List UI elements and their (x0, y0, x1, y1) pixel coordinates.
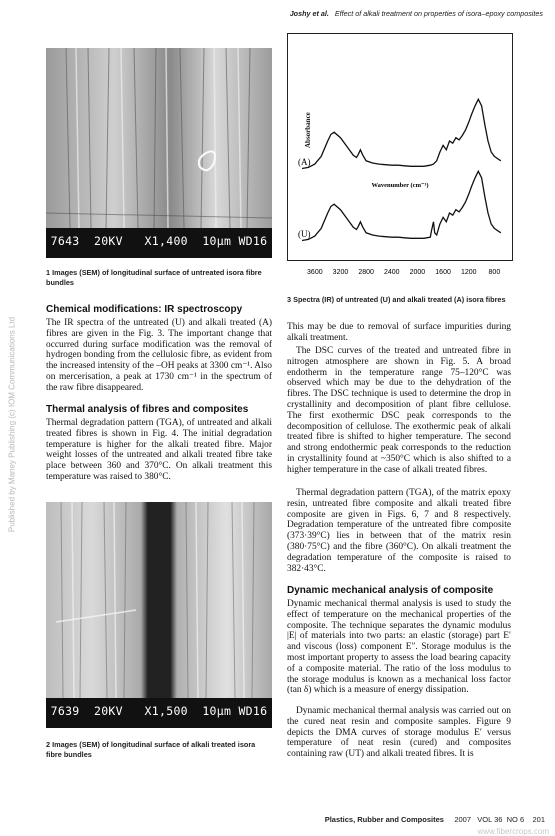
x-tick-label: 3600 (307, 269, 323, 276)
footer-journal: Plastics, Rubber and Composites (324, 815, 444, 824)
paragraph-dma-results: Dynamic mechanical thermal analysis was carried out on the cured neat resin and composite samples. Figure 9 depicts the DMA curves of storage modulus E′ versus temperature of neat resin (cured) and composites containing raw (UT) and alkali treated fibres. It is (287, 706, 511, 760)
paragraph-tga-fibres: Thermal degradation pattern (TGA), of untreated and alkali treated fibres is shown in Fig. 4. The initial degradation temperature is higher for the alkali treated fibre. Major weight losses of the untreated and alkali treated fibre take place between 360 and 370°C. On alkali treatment this temperature was raised to 380°C. (46, 418, 272, 482)
heading-ir-spectroscopy: Chemical modifications: IR spectroscopy (46, 304, 243, 315)
paragraph-impurities: This may be due to removal of surface impurities during alkali treatment. (287, 322, 511, 343)
series-label-0: (A) (298, 157, 311, 168)
heading-thermal-analysis: Thermal analysis of fibres and composites (46, 404, 249, 415)
footer-year: 2007 (454, 815, 472, 824)
paragraph-dma-intro: Dynamic mechanical thermal analysis is used to study the effect of temperature on the mechanical properties of the composite. The technique separates the dynamic modulus |E| of materials into two parts: an elastic (storage) part E′ and viscous (loss) component E″. Storage modulus is the most important property to assess the load bearing capacity of a composite material. The ratio of the loss modulus to the storage modulus is known as a mechanical loss factor (tan δ) which is a measure of energy dissipation. (287, 599, 511, 696)
footer-watermark: www.fibercrops.com (477, 827, 549, 836)
paragraph-tga-composites: Thermal degradation pattern (TGA), of the matrix epoxy resin, untreated fibre composite and alkali treated fibre composite are given in Figs. 6, 7 and 8 respectively. Degradation temperature of the untreated fibre composite (373·39°C) lies in between that of the matrix resin (380·75°C) and the fibre (360°C). On alkali treatment the degradation temperature of the composite is raised to 382·43°C. (287, 488, 511, 574)
sem-label-2: 7639 20KV X1,500 10μm WD16 (50, 704, 268, 718)
sem-fibre-texture-2 (46, 502, 272, 698)
chart-y-label: Absorbance (304, 112, 312, 148)
sem-scale-bar-2 (46, 698, 272, 728)
figure2-caption: 2 Images (SEM) of longitudinal surface of alkali treated isora fibre bundles (46, 740, 256, 759)
figure1-caption: 1 Images (SEM) of longitudinal surface of untreated isora fibre bundles (46, 268, 262, 287)
figure3-caption: 3 Spectra (IR) of untreated (U) and alkali treated (A) isora fibres (287, 295, 506, 304)
running-header (290, 9, 543, 18)
x-tick-label: 2000 (409, 269, 426, 276)
heading-dma: Dynamic mechanical analysis of composite (287, 585, 494, 596)
footer-issue: NO 6 (506, 815, 525, 824)
x-tick-label: 1200 (460, 269, 477, 276)
x-tick-label: 1600 (435, 269, 451, 276)
series-line-0 (302, 99, 501, 168)
header-authors: Joshy et al. (289, 9, 329, 18)
sem-fibre-texture (46, 48, 272, 228)
sem-image-untreated (46, 48, 272, 258)
page-footer (325, 815, 545, 824)
header-title: Effect of alkali treatment on properties of isora–epoxy composites (334, 9, 543, 18)
chart-x-label: Wavenumber (cm⁻¹) (371, 182, 429, 189)
footer-volume: VOL 36 (477, 815, 503, 824)
ir-spectrum-svg (288, 34, 512, 276)
paragraph-ir: The IR spectra of the untreated (U) and alkali treated (A) fibres are given in the Fig. 3. The important change that occurred during surface modification was the removal of hydrogen bonding from the cellulosic fibre, as evident from the increased intensity of the –OH peaks at 3300 cm⁻¹. Also on mercerisation, a peak at 1730 cm⁻¹ in the spectrum of the raw fibre disappeared. (46, 318, 272, 393)
series-label-1: (U) (298, 229, 311, 240)
x-tick-label: 800 (488, 269, 501, 276)
sem-scale-bar (46, 228, 272, 258)
publisher-watermark: Published by Maney Publishing (c) IOM Communications Ltd (7, 316, 17, 533)
ir-spectrum-chart (287, 33, 513, 276)
sem-image-alkali-treated (46, 502, 272, 728)
sem-label: 7643 20KV X1,400 10μm WD16 (50, 234, 268, 248)
x-tick-label: 2400 (383, 269, 400, 276)
paragraph-dsc: The DSC curves of the treated and untreated fibre in nitrogen atmosphere are shown in Fig. 5. A broad endotherm in the temperature range 75–120°C was observed which may be due to the dehydration of the fibres. The DSC technique is used to determine the drop in crystallinity and decomposition of plant fibre cellulose. The first exothermic DSC peak corresponds to the decomposition of cellulose. The exothermic peak of alkali treated fibre is shifted to higher temperature. The second and strong endothermic peak corresponds to the reduction in crystallinity found at ~350°C which is also shifted to a higher temperature in the case of alkali treated fibres. (287, 346, 511, 475)
x-tick-label: 2800 (358, 269, 374, 276)
x-tick-label: 3200 (332, 269, 349, 276)
footer-page: 201 (532, 815, 545, 824)
